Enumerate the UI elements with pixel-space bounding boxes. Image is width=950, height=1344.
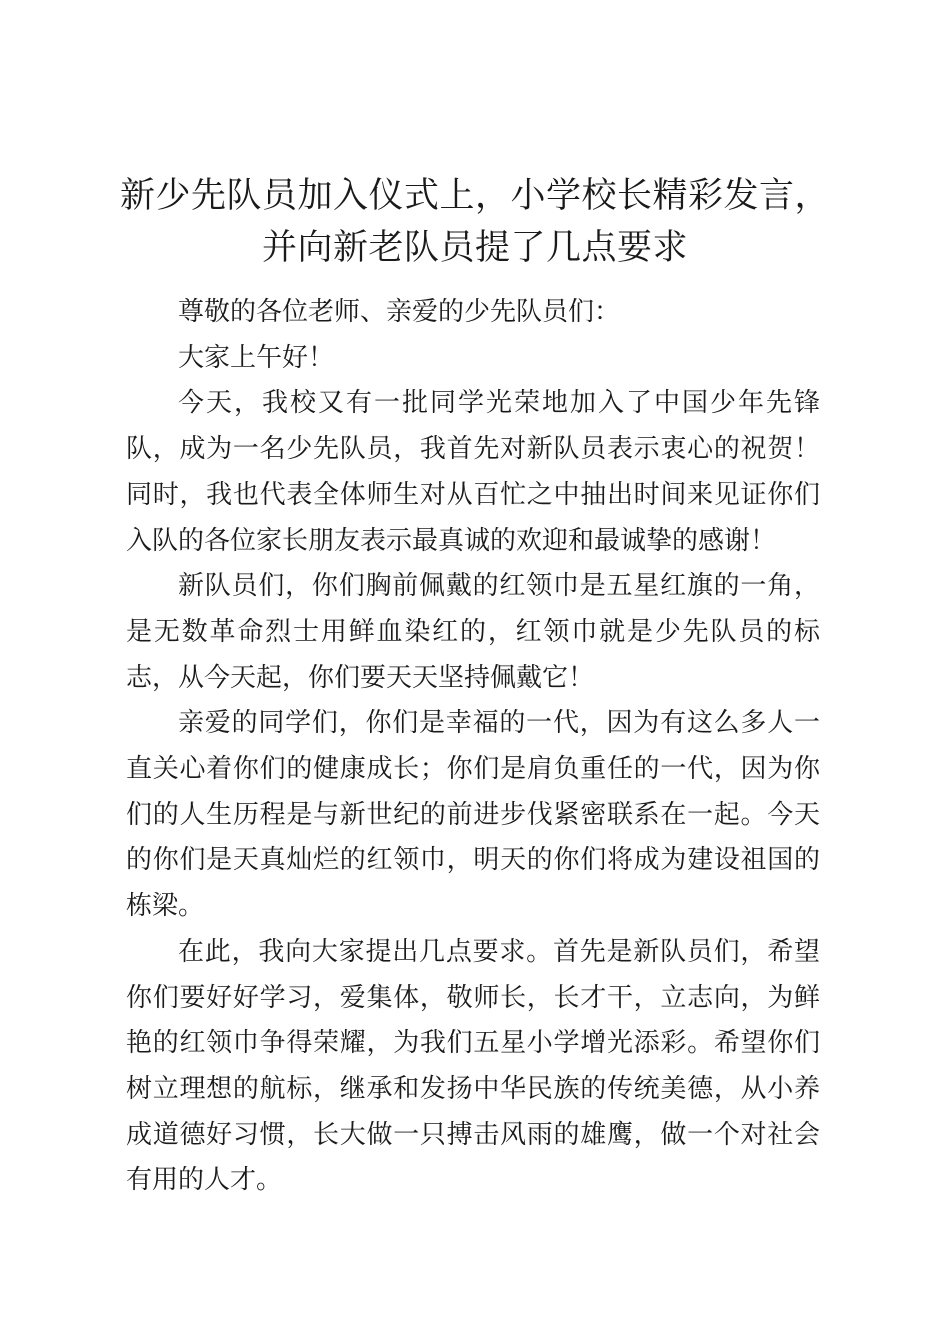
greeting-paragraph: 尊敬的各位老师、亲爱的少先队员们： [178, 297, 621, 327]
body-paragraph: 亲爱的同学们，你们是幸福的一代，因为有这么多人一直关心着你们的健康成长；你们是肩负重任的一代，因为你们的人生历程是与新世纪的前进步伐紧密联系在一起。今天的你们是天真灿烂的红领巾，明天的你们将成为建设祖国的栋梁。 [126, 708, 820, 922]
body-paragraph: 今天，我校又有一批同学光荣地加入了中国少年先锋队，成为一名少先队员，我首先对新队员表示衷心的祝贺！同时，我也代表全体师生对从百忙之中抽出时间来见证你们入队的各位家长朋友表示最真诚的欢迎和最诚挚的感谢！ [126, 388, 820, 556]
title-line-1: 新少先队员加入仪式上，小学校长精彩发言， [120, 176, 831, 216]
document-title [120, 170, 830, 274]
body-paragraph: 新队员们，你们胸前佩戴的红领巾是五星红旗的一角，是无数革命烈士用鲜血染红的，红领巾就是少先队员的标志，从今天起，你们要天天坚持佩戴它！ [126, 571, 820, 693]
salutation-paragraph: 大家上午好！ [178, 342, 335, 373]
document-body [126, 290, 820, 1204]
title-line-2: 并向新老队员提了几点要求 [261, 228, 688, 268]
body-paragraph: 在此，我向大家提出几点要求。首先是新队员们，希望你们要好好学习，爱集体，敬师长，长才干，立志向，为鲜艳的红领巾争得荣耀，为我们五星小学增光添彩。希望你们树立理想的航标，继承和发扬中华民族的传统美德，从小养成道德好习惯，长大做一只搏击风雨的雄鹰，做一个对社会有用的人才。 [126, 936, 820, 1196]
